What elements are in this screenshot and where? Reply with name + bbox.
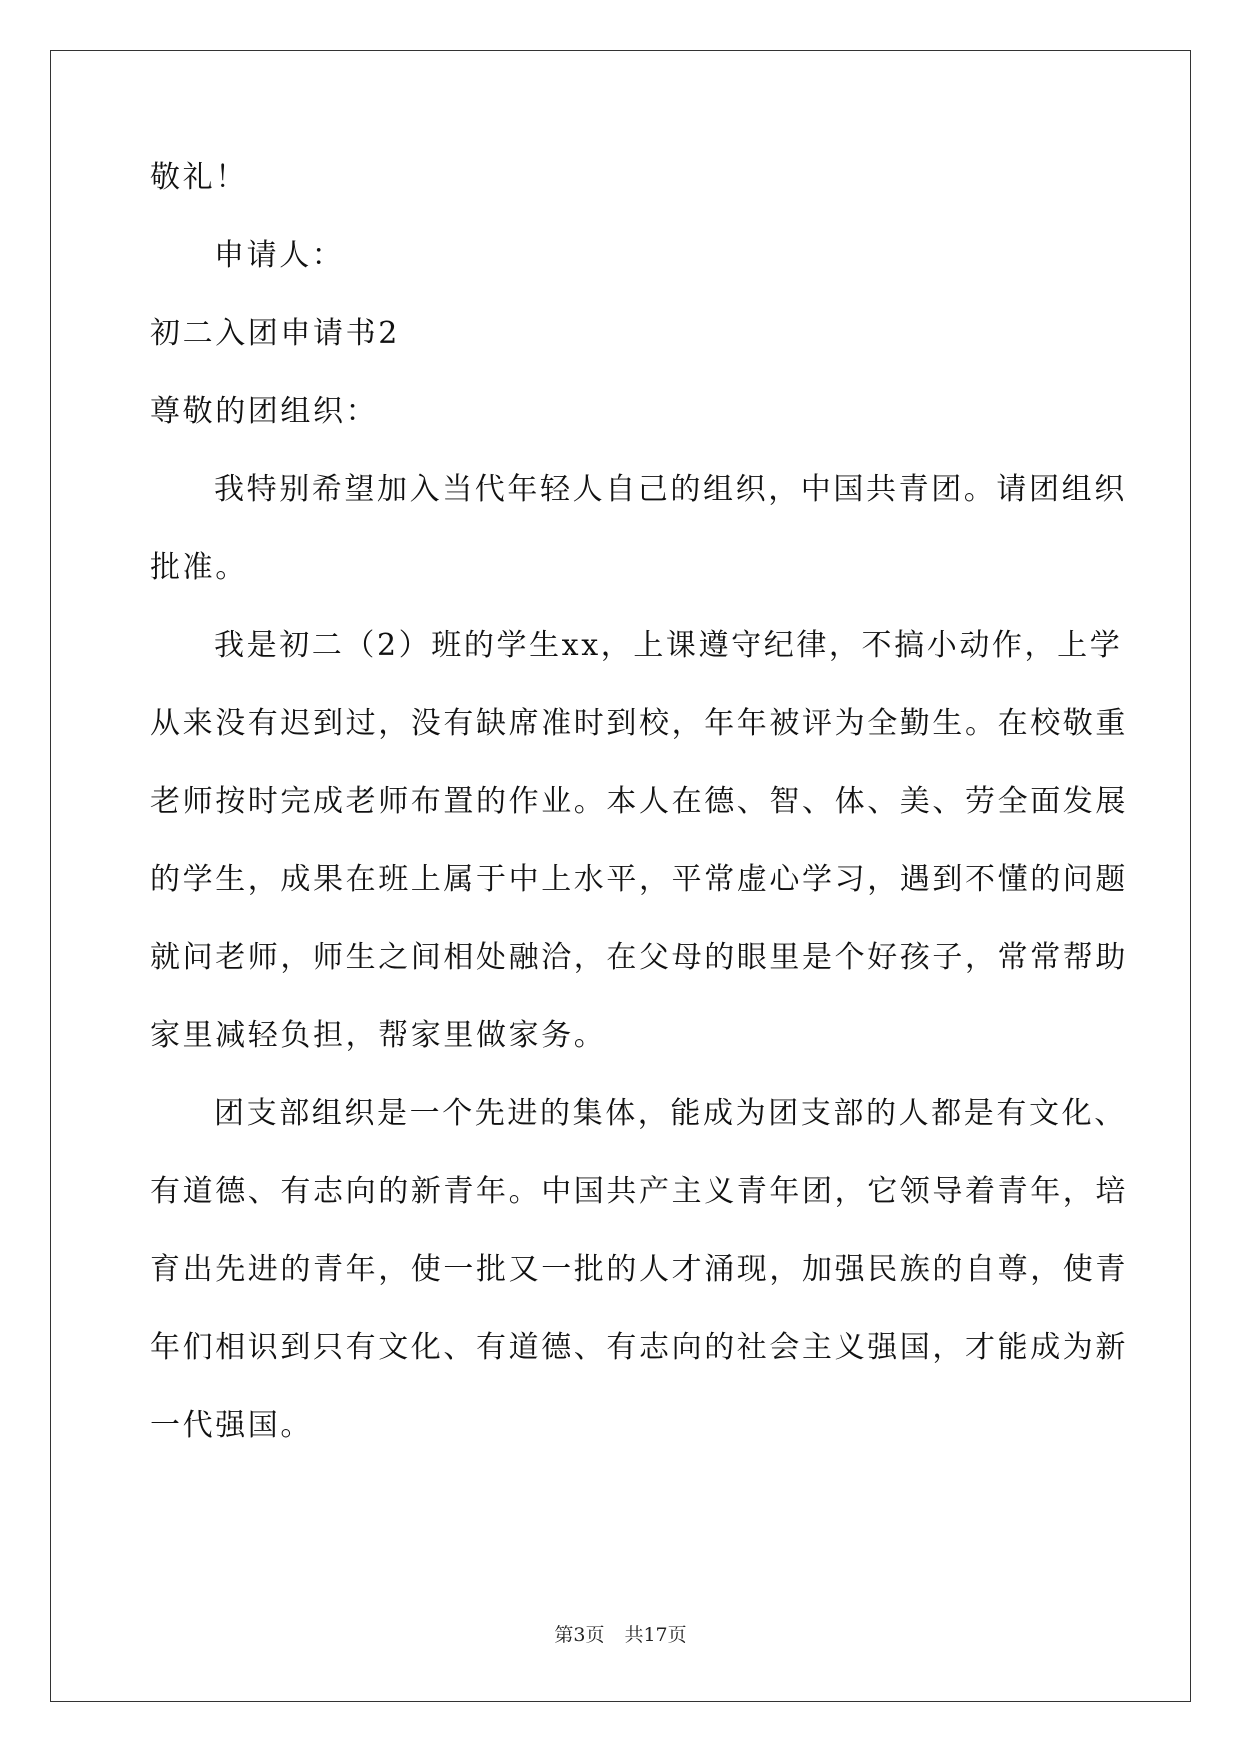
text-line: 家里减轻负担，帮家里做家务。 xyxy=(150,1018,607,1053)
section-title: 初二入团申请书2 xyxy=(150,316,400,351)
text-line: 团支部组织是一个先进的集体，能成为团支部的人都是有文化、 xyxy=(214,1096,1127,1131)
page-footer xyxy=(0,1620,1241,1647)
page-total: 共17页 xyxy=(624,1624,687,1646)
text-line: 我特别希望加入当代年轻人自己的组织，中国共青团。请团组织 xyxy=(214,472,1127,507)
text-line: 老师按时完成老师布置的作业。本人在德、智、体、美、劳全面发展 xyxy=(150,784,1128,819)
text-line: 从来没有迟到过，没有缺席准时到校，年年被评为全勤生。在校敬重 xyxy=(150,706,1128,741)
text-line: 育出先进的青年，使一批又一批的人才涌现，加强民族的自尊，使青 xyxy=(150,1252,1128,1287)
text-line: 一代强国。 xyxy=(150,1408,313,1443)
salutation: 尊敬的团组织： xyxy=(150,394,379,429)
text-line: 敬礼！ xyxy=(150,160,248,195)
text-line: 批准。 xyxy=(150,550,248,585)
text-line: 的学生，成果在班上属于中上水平，平常虚心学习，遇到不懂的问题 xyxy=(150,862,1128,897)
text-line: 有道德、有志向的新青年。中国共产主义青年团，它领导着青年，培 xyxy=(150,1174,1128,1209)
text-line: 我是初二（2）班的学生xx，上课遵守纪律，不搞小动作，上学 xyxy=(214,628,1123,663)
text-line: 就问老师，师生之间相处融洽，在父母的眼里是个好孩子，常常帮助 xyxy=(150,940,1128,975)
text-line: 申请人： xyxy=(214,238,345,273)
document-body xyxy=(150,158,1128,1484)
page-number: 第3页 xyxy=(554,1624,605,1646)
text-line: 年们相识到只有文化、有道德、有志向的社会主义强国，才能成为新 xyxy=(150,1330,1128,1365)
